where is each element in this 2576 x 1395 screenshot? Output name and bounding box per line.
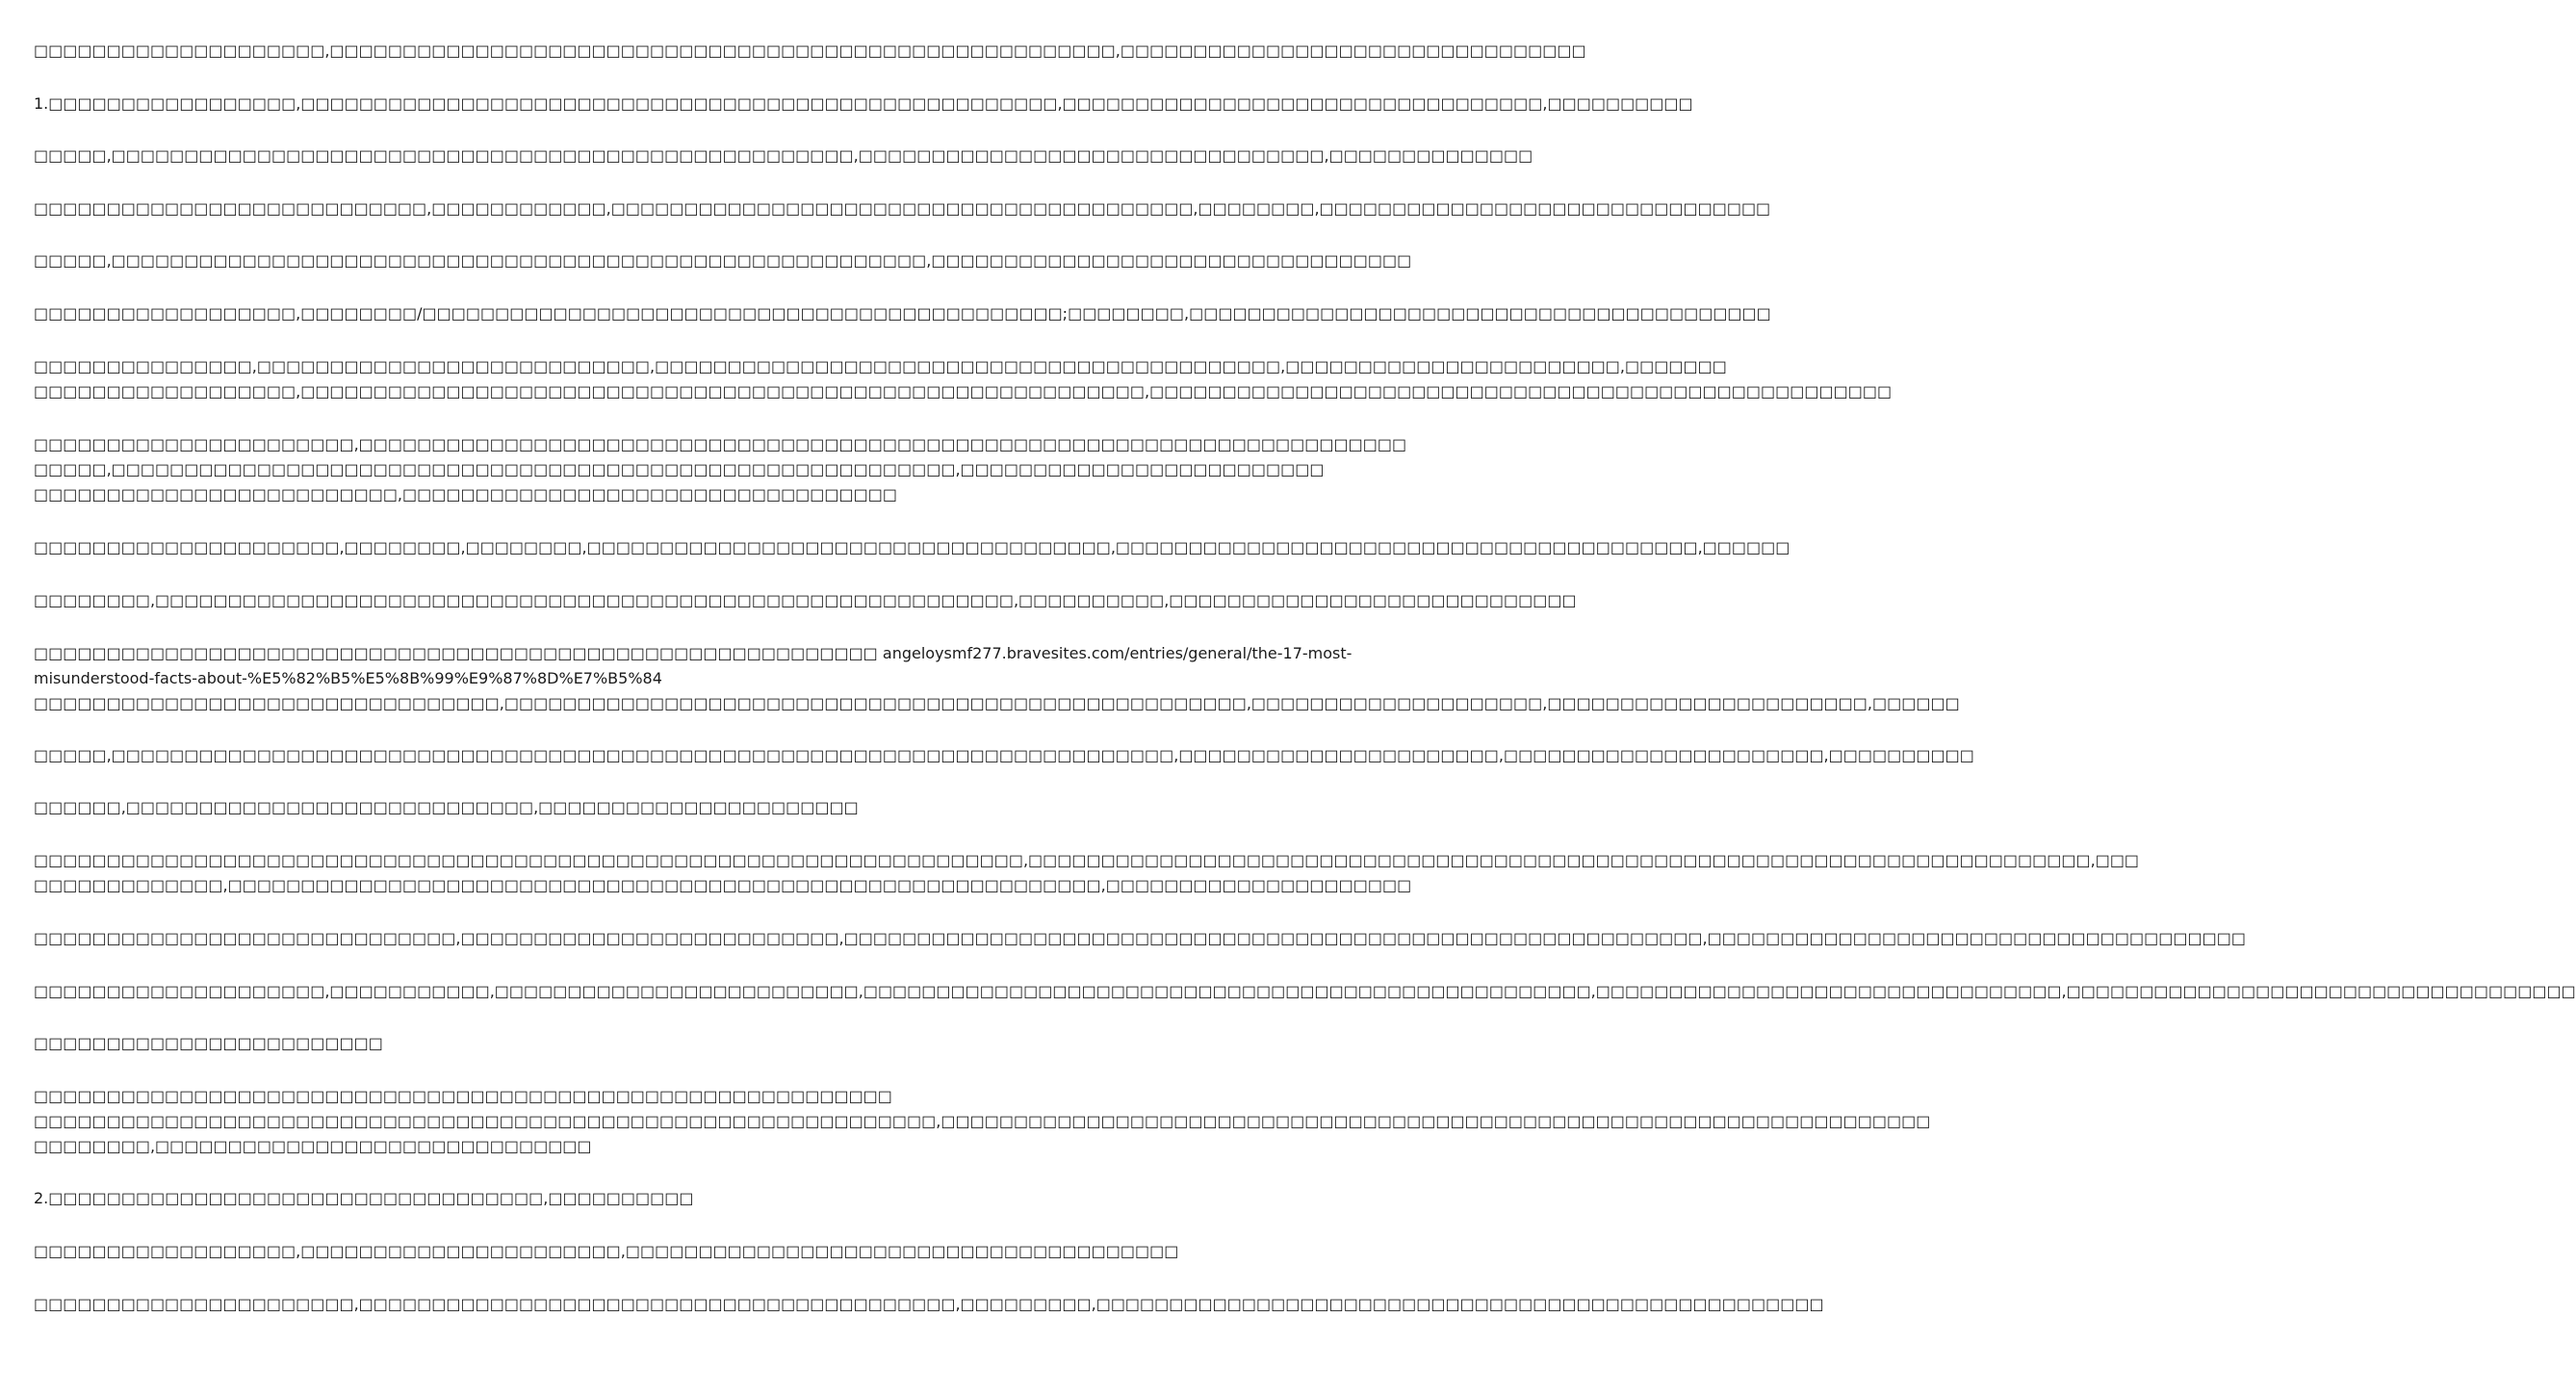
paragraph-line: □□□□□,□□□□□□□□□□□□□□□□□□□□□□□□□□□□□□□□□□□□□□□□□□□□□□□□□□□□□□□□,□□□□□□□□□□□□□□□□□□□□□□□□□□□□□□□□□ <box>34 251 1412 270</box>
paragraph-line: □□□□□□□□□□□□□□□□□□□□□□□□ <box>34 1034 383 1052</box>
paragraph-line: 1.□□□□□□□□□□□□□□□□□,□□□□□□□□□□□□□□□□□□□□□□□□□□□□□□□□□□□□□□□□□□□□□□□□□□□□,□□□□□□□□□□□□□□□□□□□□□□□□□□□□□□□□□,□□□□□□□□□□ <box>34 94 1693 113</box>
paragraph-line: □□□□□□□□□□□□□□□□□□□□□□□□□□□□□□□□□□□□□□□□□□□□□□□□□□□□□□□□□□ angeloysmf277.bravesites.com/entries/general/the-17-most- <box>34 644 1352 662</box>
paragraph <box>34 926 2246 951</box>
paragraph <box>34 848 2140 898</box>
paragraph-line: □□□□□□□□□□□□□,□□□□□□□□□□□□□□□□□□□□□□□□□□□□□□□□□□□□□□□□□□□□□□□□□□□□□□□□□□□□,□□□□□□□□□□□□□□□□□□□□□ <box>34 876 1412 894</box>
paragraph <box>34 354 1893 404</box>
paragraph-line: misunderstood-facts-about-%E5%82%B5%E5%8B%99%E9%87%8D%E7%B5%84 <box>34 669 662 687</box>
paragraph-line: □□□□□□□□□□□□□□□□□□□□□□,□□□□□□□□□□□□□□□□□□□□□□□□□□□□□□□□□□□□□□□□□,□□□□□□□□□,□□□□□□□□□□□□□□□□□□□□□□□□□□□□□□□□□□□□□□□□□□□□□□□□□□ <box>34 1295 1824 1313</box>
paragraph-line: □□□□□□□□□□□□□□□□□□,□□□□□□□□/□□□□□□□□□□□□□□□□□□□□□□□□□□□□□□□□□□□□□□□□□□□□;□□□□□□□□,□□□□□□□□□□□□□□□□□□□□□□□□□□□□□□□□□□□□□□□□ <box>34 304 1771 323</box>
paragraph <box>34 641 1960 716</box>
paragraph-line: □□□□□,□□□□□□□□□□□□□□□□□□□□□□□□□□□□□□□□□□□□□□□□□□□□□□□□□□□□□□□□□□□□□□□□□□□□□□□□□,□□□□□□□□□□□□□□□□□□□□□□,□□□□□□□□□□□□□□□□□□□□□□,□□□□□□□□□□ <box>34 746 1974 764</box>
paragraph-line: □□□□□□□□,□□□□□□□□□□□□□□□□□□□□□□□□□□□□□□□□□□□□□□□□□□□□□□□□□□□□□□□□□□□,□□□□□□□□□□,□□□□□□□□□□□□□□□□□□□□□□□□□□□□ <box>34 591 1577 609</box>
paragraph <box>34 795 953 820</box>
paragraph <box>34 143 1533 168</box>
paragraph <box>34 91 1693 116</box>
paragraph <box>34 1186 953 1211</box>
paragraph <box>34 196 1771 221</box>
paragraph-line: □□□□□□□□,□□□□□□□□□□□□□□□□□□□□□□□□□□□□□□ <box>34 1137 592 1155</box>
paragraph-line: □□□□□□□□□□□□□□□□□□□□□□□□□□□□□□□□□□□□□□□□□□□□□□□□□□□□□□□□□□□□□□□□□□□□,□□□□□□□□□□□□□□□□□□□□□□□□□□□□□□□□□□□□□□□□□□□□□□□□□□□□□□□□□□□□□□□□□□□□□□□□□,□□□ <box>34 851 2140 869</box>
paragraph <box>34 588 1577 613</box>
paragraph-line: □□□□□□,□□□□□□□□□□□□□□□□□□□□□□□□□□□□,□□□□□□□□□□□□□□□□□□□□□□ <box>34 798 859 816</box>
paragraph <box>34 743 1974 768</box>
paragraph-line: □□□□□□□□□□□□□□□□□□□□□□□□□□□□□□□□,□□□□□□□□□□□□□□□□□□□□□□□□□□□□□□□□□□□□□□□□□□□□□□□□□□□,□□□□□□□□□□□□□□□□□□□□,□□□□□□□□□□□□□□□□□□□□□□,□□□□□□ <box>34 694 1960 712</box>
paragraph-line: □□□□□□□□□□□□□□□,□□□□□□□□□□□□□□□□□□□□□□□□□□□,□□□□□□□□□□□□□□□□□□□□□□□□□□□□□□□□□□□□□□□□□□□,□□□□□□□□□□□□□□□□□□□□□□□,□□□□□□□ <box>34 357 1727 375</box>
paragraph <box>34 432 1407 507</box>
paragraph <box>34 535 1790 560</box>
paragraph <box>34 248 1412 273</box>
paragraph <box>34 1031 953 1056</box>
paragraph-line: □□□□□□□□□□□□□□□□□□□□□□□□□,□□□□□□□□□□□□□□□□□□□□□□□□□□□□□□□□□□ <box>34 485 897 504</box>
paragraph-line: 2.□□□□□□□□□□□□□□□□□□□□□□□□□□□□□□□□□□,□□□□□□□□□□ <box>34 1189 694 1207</box>
paragraph-line: □□□□□□□□□□□□□□□□□□,□□□□□□□□□□□□□□□□□□□□□□□□□□□□□□□□□□□□□□□□□□□□□□□□□□□□□□□□□□,□□□□□□□□□□□□□□□□□□□□□□□□□□□□□□□□□□□□□□□□□□□□□□□□□□□ <box>34 382 1893 400</box>
paragraph-line: □□□□□□□□□□□□□□□□□□□□□□□□□□□,□□□□□□□□□□□□,□□□□□□□□□□□□□□□□□□□□□□□□□□□□□□□□□□□□□□□□,□□□□□□□□,□□□□□□□□□□□□□□□□□□□□□□□□□□□□□□□ <box>34 199 1771 218</box>
paragraph-line: □□□□□□□□□□□□□□□□□□□□□□□□□□□□□□□□□□□□□□□□□□□□□□□□□□□□□□□□□□□□□□,□□□□□□□□□□□□□□□□□□□□□□□□□□□□□□□□□□□□□□□□□□□□□□□□□□□□□□□□□□□□□□□□□□□□ <box>34 1112 1931 1130</box>
paragraph <box>34 1292 1824 1317</box>
paragraph-line: □□□□□□□□□□□□□□□□□□□□□□□□□□□□□□□□□□□□□□□□□□□□□□□□□□□□□□□□□□□ <box>34 1087 892 1105</box>
paragraph-line: □□□□□□□□□□□□□□□□□□□□,□□□□□□□□□□□,□□□□□□□□□□□□□□□□□□□□□□□□□,□□□□□□□□□□□□□□□□□□□□□□□□□□□□□□□□□□□□□□□□□□□□□□□□□□,□□□□□□□□□□□□□□□□□□□□□□□□□□□□□□□□,□□□□□□□□□□□□□□□□□□□□□□□□□□□□□□□□□□□ <box>34 982 2576 1000</box>
paragraph-line: □□□□□□□□□□□□□□□□□□□□,□□□□□□□□□□□□□□□□□□□□□□□□□□□□□□□□□□□□□□□□□□□□□□□□□□□□□□,□□□□□□□□□□□□□□□□□□□□□□□□□□□□□□□□ <box>34 41 1586 60</box>
paragraph <box>34 1239 1179 1264</box>
paragraph-line: □□□□□□□□□□□□□□□□□□,□□□□□□□□□□□□□□□□□□□□□□,□□□□□□□□□□□□□□□□□□□□□□□□□□□□□□□□□□□□□□ <box>34 1242 1179 1260</box>
paragraph <box>34 979 2576 1004</box>
paragraph-line: □□□□□□□□□□□□□□□□□□□□□,□□□□□□□□,□□□□□□□□,□□□□□□□□□□□□□□□□□□□□□□□□□□□□□□□□□□□□,□□□□□□□□□□□□□□□□□□□□□□□□□□□□□□□□□□□□□□□□,□□□□□□ <box>34 538 1790 556</box>
paragraph <box>34 301 1771 326</box>
paragraph <box>34 1084 1931 1159</box>
paragraph-line: □□□□□,□□□□□□□□□□□□□□□□□□□□□□□□□□□□□□□□□□□□□□□□□□□□□□□□□□□□□□□□□□,□□□□□□□□□□□□□□□□□□□□□□□□□ <box>34 460 1325 478</box>
paragraph <box>34 39 1586 64</box>
paragraph-line: □□□□□□□□□□□□□□□□□□□□□□,□□□□□□□□□□□□□□□□□□□□□□□□□□□□□□□□□□□□□□□□□□□□□□□□□□□□□□□□□□□□□□□□□□□□□□□□ <box>34 435 1407 453</box>
document-page <box>34 0 2576 1395</box>
paragraph-line: □□□□□,□□□□□□□□□□□□□□□□□□□□□□□□□□□□□□□□□□□□□□□□□□□□□□□□□□□,□□□□□□□□□□□□□□□□□□□□□□□□□□□□□□□□,□□□□□□□□□□□□□□ <box>34 146 1533 165</box>
paragraph-line: □□□□□□□□□□□□□□□□□□□□□□□□□□□□□,□□□□□□□□□□□□□□□□□□□□□□□□□□,□□□□□□□□□□□□□□□□□□□□□□□□□□□□□□□□□□□□□□□□□□□□□□□□□□□□□□□□□□□,□□□□□□□□□□□□□□□□□□□□□□□□□□□□□□□□□□□□□ <box>34 929 2246 947</box>
